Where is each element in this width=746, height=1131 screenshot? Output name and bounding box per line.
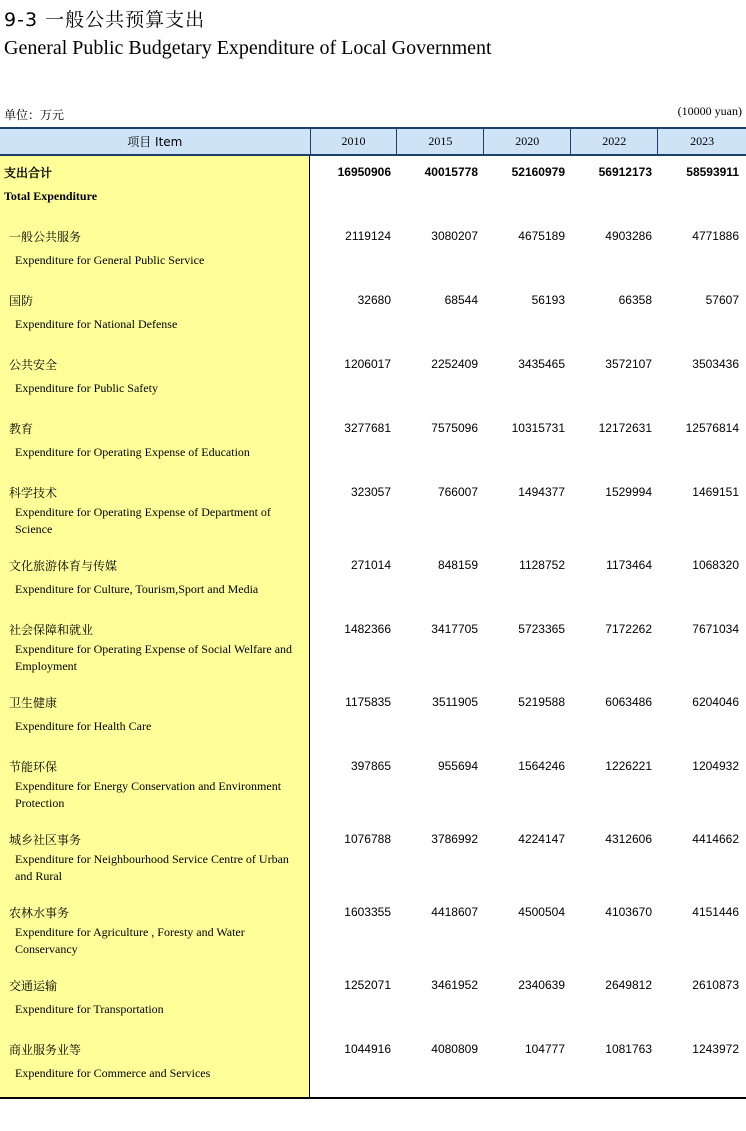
table-row <box>0 976 746 994</box>
value-cell: 3461952 <box>431 978 478 992</box>
page-title-english: General Public Budgetary Expenditure of Local Government <box>4 37 492 59</box>
unit-label-english: (10000 yuan) <box>677 104 742 118</box>
value-cell: 4903286 <box>605 229 652 243</box>
value-cell: 5723365 <box>518 622 565 636</box>
row-label-english: Expenditure for General Public Service <box>15 253 205 267</box>
value-cell: 1068320 <box>692 558 739 572</box>
value-cell: 4151446 <box>692 905 739 919</box>
value-cell: 955694 <box>437 759 478 773</box>
value-cell: 40015778 <box>424 165 478 179</box>
value-cell: 2252409 <box>431 357 478 371</box>
row-label-english: Expenditure for Operating Expense of Education <box>15 445 250 459</box>
value-cell: 1044916 <box>344 1042 391 1056</box>
row-label-english: Expenditure for Neighbourhood Service Centre of Urban and Rural <box>15 852 289 883</box>
value-cell: 10315731 <box>511 421 565 435</box>
value-cell: 848159 <box>437 558 478 572</box>
value-cell: 16950906 <box>337 165 391 179</box>
value-cell: 766007 <box>437 485 478 499</box>
row-label-chinese: 社会保障和就业 <box>9 622 94 637</box>
value-cell: 4675189 <box>518 229 565 243</box>
table-row <box>0 227 746 245</box>
unit-label-chinese: 单位：万元 <box>4 108 65 122</box>
value-cell: 1076788 <box>344 832 391 846</box>
row-label-chinese: 支出合计 <box>4 165 53 180</box>
value-cell: 1204932 <box>692 759 739 773</box>
value-cell: 397865 <box>350 759 391 773</box>
value-cell: 4080809 <box>431 1042 478 1056</box>
table-header <box>0 127 746 156</box>
bottom-rule <box>0 1097 746 1099</box>
table-row <box>0 291 746 309</box>
value-cell: 52160979 <box>511 165 565 179</box>
table-row <box>0 620 746 638</box>
expenditure-table <box>0 127 746 1097</box>
value-cell: 32680 <box>357 293 391 307</box>
value-cell: 323057 <box>350 485 391 499</box>
value-cell: 6204046 <box>692 695 739 709</box>
row-label-chinese: 一般公共服务 <box>9 229 82 244</box>
value-cell: 12172631 <box>598 421 652 435</box>
value-cell: 56193 <box>531 293 565 307</box>
table-row <box>0 419 746 437</box>
value-cell: 1564246 <box>518 759 565 773</box>
value-cell: 1252071 <box>344 978 391 992</box>
row-label-chinese: 公共安全 <box>9 357 58 372</box>
value-cell: 3503436 <box>692 357 739 371</box>
table-row <box>0 830 746 848</box>
row-label-chinese: 交通运输 <box>9 978 58 993</box>
page-title-chinese: 9-3 一般公共预算支出 <box>4 9 206 31</box>
row-label-chinese: 文化旅游体育与传媒 <box>9 558 118 573</box>
value-cell: 1173464 <box>606 558 652 572</box>
row-label-english: Expenditure for Energy Conservation and Environment Protection <box>15 779 282 810</box>
row-label-english: Expenditure for Commerce and Services <box>15 1066 211 1080</box>
row-label-english: Expenditure for National Defense <box>15 317 178 331</box>
value-cell: 271014 <box>350 558 391 572</box>
header-year: 2015 <box>397 129 484 154</box>
row-label-chinese: 卫生健康 <box>9 695 58 710</box>
table-row <box>0 757 746 775</box>
value-cell: 4224147 <box>518 832 565 846</box>
value-cell: 4312606 <box>605 832 652 846</box>
row-label-english: Expenditure for Public Safety <box>15 381 158 395</box>
row-label-english: Expenditure for Culture, Tourism,Sport and Media <box>15 582 259 596</box>
value-cell: 1081763 <box>605 1042 652 1056</box>
value-cell: 6063486 <box>605 695 652 709</box>
value-cell: 1206017 <box>344 357 391 371</box>
value-cell: 56912173 <box>598 165 652 179</box>
value-cell: 1529994 <box>605 485 652 499</box>
value-cell: 3786992 <box>431 832 478 846</box>
value-cell: 1603355 <box>344 905 391 919</box>
value-cell: 2119124 <box>345 229 391 243</box>
row-label-chinese: 国防 <box>9 293 34 308</box>
value-cell: 12576814 <box>685 421 739 435</box>
value-cell: 3572107 <box>605 357 652 371</box>
value-cell: 1469151 <box>692 485 739 499</box>
value-cell: 5219588 <box>518 695 565 709</box>
value-cell: 7575096 <box>431 421 478 435</box>
table-row <box>0 693 746 711</box>
table-body <box>0 156 746 1097</box>
value-cell: 58593911 <box>686 165 739 179</box>
header-year: 2023 <box>690 134 715 148</box>
value-cell: 3277681 <box>344 421 391 435</box>
value-cell: 57607 <box>705 293 739 307</box>
row-label-chinese: 科学技术 <box>9 485 58 500</box>
table-row <box>0 556 746 574</box>
table-row <box>0 1040 746 1058</box>
value-cell: 104777 <box>524 1042 565 1056</box>
row-label-english: Expenditure for Transportation <box>15 1002 164 1016</box>
value-cell: 3080207 <box>431 229 478 243</box>
row-label-chinese: 商业服务业等 <box>9 1042 82 1057</box>
value-cell: 4771886 <box>692 229 739 243</box>
value-cell: 4103670 <box>605 905 652 919</box>
value-cell: 2340639 <box>518 978 565 992</box>
value-cell: 4414662 <box>692 832 739 846</box>
row-label-chinese: 节能环保 <box>9 759 58 774</box>
value-cell: 68544 <box>444 293 478 307</box>
table-row <box>0 903 746 921</box>
value-cell: 66358 <box>618 293 652 307</box>
value-cell: 3417705 <box>431 622 478 636</box>
row-label-chinese: 农林水事务 <box>9 905 70 920</box>
value-cell: 1494377 <box>518 485 565 499</box>
value-cell: 3435465 <box>518 357 565 371</box>
value-cell: 1128752 <box>519 558 565 572</box>
header-year: 2020 <box>484 129 571 154</box>
value-cell: 1243972 <box>692 1042 739 1056</box>
value-cell: 1226221 <box>605 759 652 773</box>
value-cell: 4500504 <box>518 905 565 919</box>
value-cell: 2610873 <box>692 978 739 992</box>
header-year: 2010 <box>311 129 398 154</box>
value-cell: 2649812 <box>605 978 652 992</box>
value-cell: 4418607 <box>431 905 478 919</box>
value-cell: 1175835 <box>345 695 391 709</box>
header-item: 项目 Item <box>0 129 311 154</box>
row-label-english: Expenditure for Operating Expense of Social Welfare and Employment <box>15 642 293 673</box>
header-year: 2022 <box>571 129 658 154</box>
row-label-chinese: 教育 <box>9 421 34 436</box>
value-cell: 7671034 <box>692 622 739 636</box>
row-label-english: Expenditure for Operating Expense of Department of Science <box>15 505 271 536</box>
row-label-english: Expenditure for Health Care <box>15 719 152 733</box>
table-row <box>0 163 746 181</box>
table-row <box>0 483 746 501</box>
row-label-english: Expenditure for Agriculture , Foresty and Water Conservancy <box>15 925 245 956</box>
value-cell: 3511905 <box>432 695 478 709</box>
table-row <box>0 355 746 373</box>
value-cell: 7172262 <box>605 622 652 636</box>
row-label-english: Total Expenditure <box>4 189 98 203</box>
value-cell: 1482366 <box>344 622 391 636</box>
row-label-chinese: 城乡社区事务 <box>9 832 82 847</box>
